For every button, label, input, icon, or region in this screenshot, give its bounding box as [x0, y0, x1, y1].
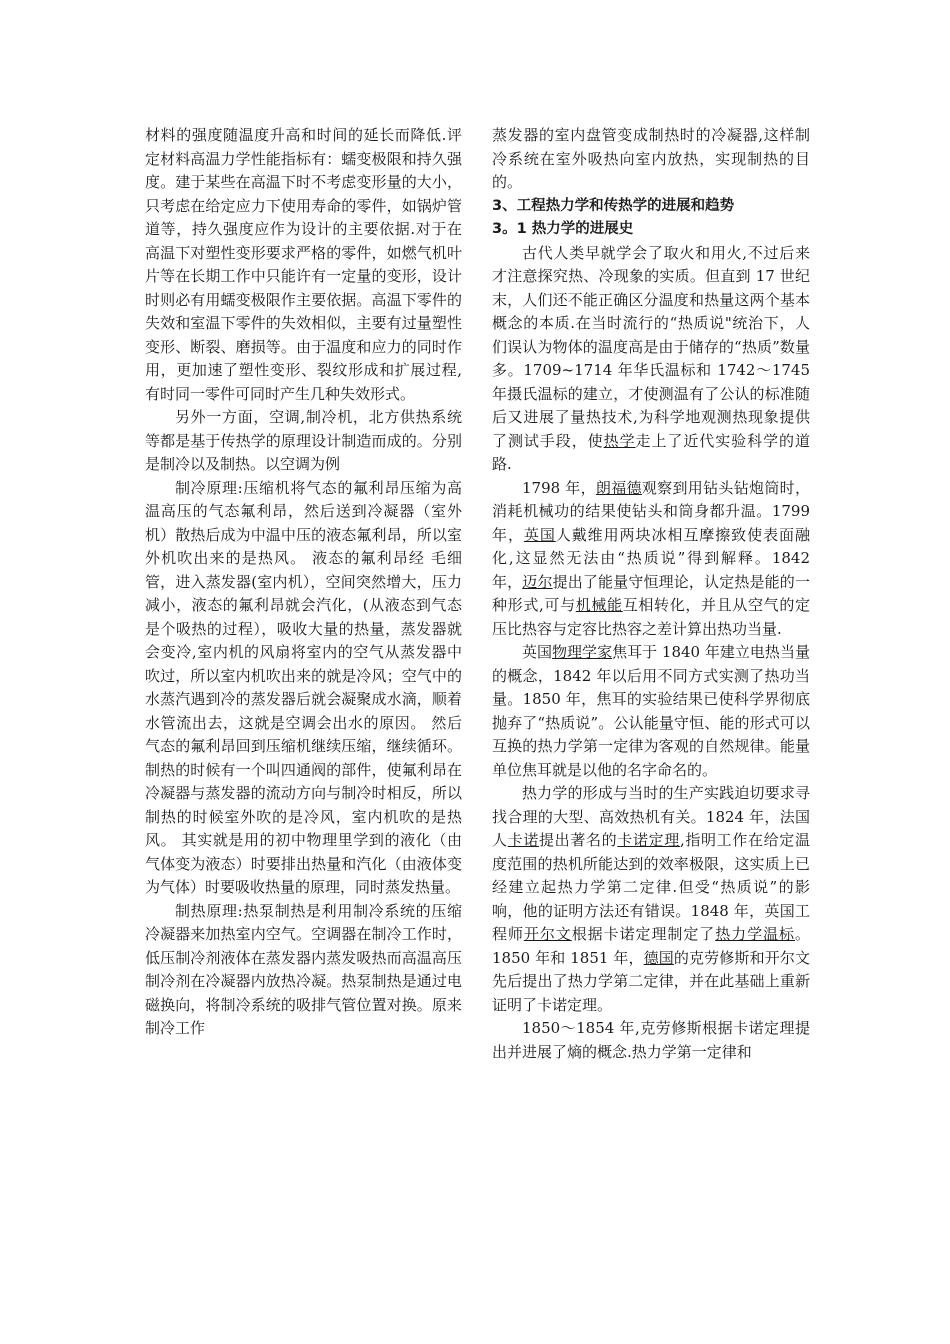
- text-run: 互相转化，并且从空气的定压比热容与定容比热容之差计算出热功当量.: [492, 596, 810, 638]
- section-heading: 3、工程热力学和传热学的进展和趋势: [492, 197, 735, 214]
- text-run: 热力学的形成与当时的生产实践迫切要求寻找合理的大型、高效热机有关。1824 年，法国人: [492, 784, 810, 849]
- link-rumford[interactable]: 朗福德: [595, 478, 642, 497]
- link-mayer[interactable]: 迈尔: [522, 572, 553, 591]
- right-column: [492, 124, 810, 1064]
- paragraph-heating-principle: 制热原理:热泵制热是利用制冷系统的压缩冷凝器来加热室内空气。空调器在制冷工作时，低压制冷剂液体在蒸发器内蒸发吸热而高温高压制冷剂在冷凝器内放热冷凝。热泵制热是通过电磁换向，将制冷系统的吸排气管位置对换。原来制冷工作: [145, 901, 462, 1037]
- text-run: 的克劳修斯和开尔文先后提出了热力学第二定律，并在此基础上重新证明了卡诺定理。: [492, 948, 810, 1014]
- link-mechanical-energy[interactable]: 机械能: [575, 596, 623, 614]
- left-column: [145, 124, 462, 1041]
- link-carnot-theorem[interactable]: 卡诺定理: [617, 831, 680, 849]
- subsection-heading: 3。1 热力学的进展史: [492, 221, 634, 237]
- link-thermodynamic-temperature-scale[interactable]: 热力学温标: [715, 925, 795, 943]
- text-run: 。1850 年和 1851 年，: [492, 925, 810, 967]
- text-run: ,指明工作在给定温度范围的热机所能达到的效率极限，这实质上已经建立起热力学第二定律.但受“热质说”的影响，他的证明方法还有错误。1848 年，英国工程师: [492, 831, 810, 943]
- paragraph-carnot-kelvin: [492, 782, 810, 1017]
- link-thermology[interactable]: 热学: [603, 431, 636, 450]
- text-run: 根据卡诺定理制定了: [571, 925, 716, 943]
- paragraph-rumford-davy-mayer: [492, 477, 810, 642]
- text-run: 提出了能量守恒理论，认定热是能的一种形式,可与: [492, 572, 810, 614]
- link-carnot[interactable]: 卡诺: [507, 831, 539, 849]
- text-run: 提出著名的: [539, 831, 618, 849]
- paragraph-heating-continued: 蒸发器的室内盘管变成制热时的冷凝器,这样制冷系统在室外吸热向室内放热，实现制热的目的。: [492, 126, 810, 191]
- link-kelvin[interactable]: 开尔文: [523, 925, 572, 943]
- text-run: 人戴维用两块冰相互摩擦致使表面融化,这显然无法由“热质说”得到解释。1842 年，: [492, 525, 810, 591]
- text-run: 英国: [522, 643, 553, 661]
- link-britain[interactable]: 英国: [523, 525, 556, 544]
- text-run: 走上了近代实验科学的道路.: [492, 431, 810, 473]
- paragraph-joule: [492, 641, 810, 782]
- text-run: 观察到用钻头钻炮筒时，消耗机械功的结果使钻头和筒身都升温。1799 年，: [492, 478, 810, 544]
- paragraph-clausius-entropy: 1850～1854 年,克劳修斯根据卡诺定理提出并进展了熵的概念.热力学第一定律和: [492, 1019, 810, 1061]
- paragraph-thermodynamics-history: [492, 242, 810, 477]
- paragraph-heat-transfer-applications: 另外一方面，空调,制冷机，北方供热系统等都是基于传热学的原理设计制造而成的。分别是制冷以及制热。以空调为例: [145, 408, 462, 473]
- text-run: 古代人类早就学会了取火和用火,不过后来才注意探究热、冷现象的实质。但直到 17 世纪末，人们还不能正确区分温度和热量这两个基本概念的本质.在当时流行的“热质说"统治下，人们误认为物体的温度高是由于储存的“热质”数量多。1709~1714 年华氏温标和 1742～1745 年摄氏温标的建立，才使测温有了公认的标准随后又进展了量热技术,为科学地观测热现象提供了测试手段，使: [492, 243, 810, 450]
- paragraph-cooling-principle: 制冷原理:压缩机将气态的氟利昂压缩为高温高压的气态氟利昂，然后送到冷凝器（室外机）散热后成为中温中压的液态氟利昂，所以室外机吹出来的是热风。 液态的氟利昂经 毛细管，进入蒸发器(室内机），空间突然增大，压力减小，液态的氟利昂就会汽化，(从液态到气态是个吸热的过程），吸收大量的热量，蒸发器就会变冷,室内机的风扇将室内的空气从蒸发器中吹过，所以室内机吹出来的就是冷风；空气中的水蒸汽遇到冷的蒸发器后就会凝聚成水滴，顺着水管流出去，这就是空调会出水的原因。 然后气态的氟利昂回到压缩机继续压缩，继续循环。 制热的时候有一个叫四通阀的部件，使氟利昂在冷凝器与蒸发器的流动方向与制冷时相反，所以制热的时候室外吹的是冷风，室内机吹的是热风。 其实就是用的初中物理里学到的液化（由气体变为液态）时要排出热量和汽化（由液体变为气体）时要吸收热量的原理，同时蒸发热量。: [145, 478, 462, 896]
- paragraph-material-strength: 材料的强度随温度升高和时间的延长而降低.评定材料高温力学性能指标有：蠕变极限和持久强度。建于某些在高温下时不考虑变形量的大小，只考虑在给定应力下使用寿命的零件，如锅炉管道等，持久强度应作为设计的主要依据.对于在高温下对塑性变形要求严格的零件，如燃气机叶片等在长期工作中只能许有一定量的变形，设计时则必有用蠕变极限作主要依据。高温下零件的失效和室温下零件的失效相似，主要有过量塑性变形、断裂、磨损等。由于温度和应力的同时作用，更加速了塑性变形、裂纹形成和扩展过程,有时同一零件可同时产生几种失效形式。: [145, 126, 462, 403]
- text-run: 1798 年，: [522, 478, 596, 497]
- text-run: 焦耳于 1840 年建立电热当量的概念，1842 年以后用不同方式实测了热功当量。1850 年，焦耳的实验结果已使科学界彻底抛弃了“热质说”。公认能量守恒、能的形式可以互换的热力学第一定律为客观的自然规律。能量单位焦耳就是以他的名字命名的。: [492, 643, 810, 779]
- link-physicist[interactable]: 物理学家: [552, 643, 613, 661]
- link-germany[interactable]: 德国: [643, 948, 674, 967]
